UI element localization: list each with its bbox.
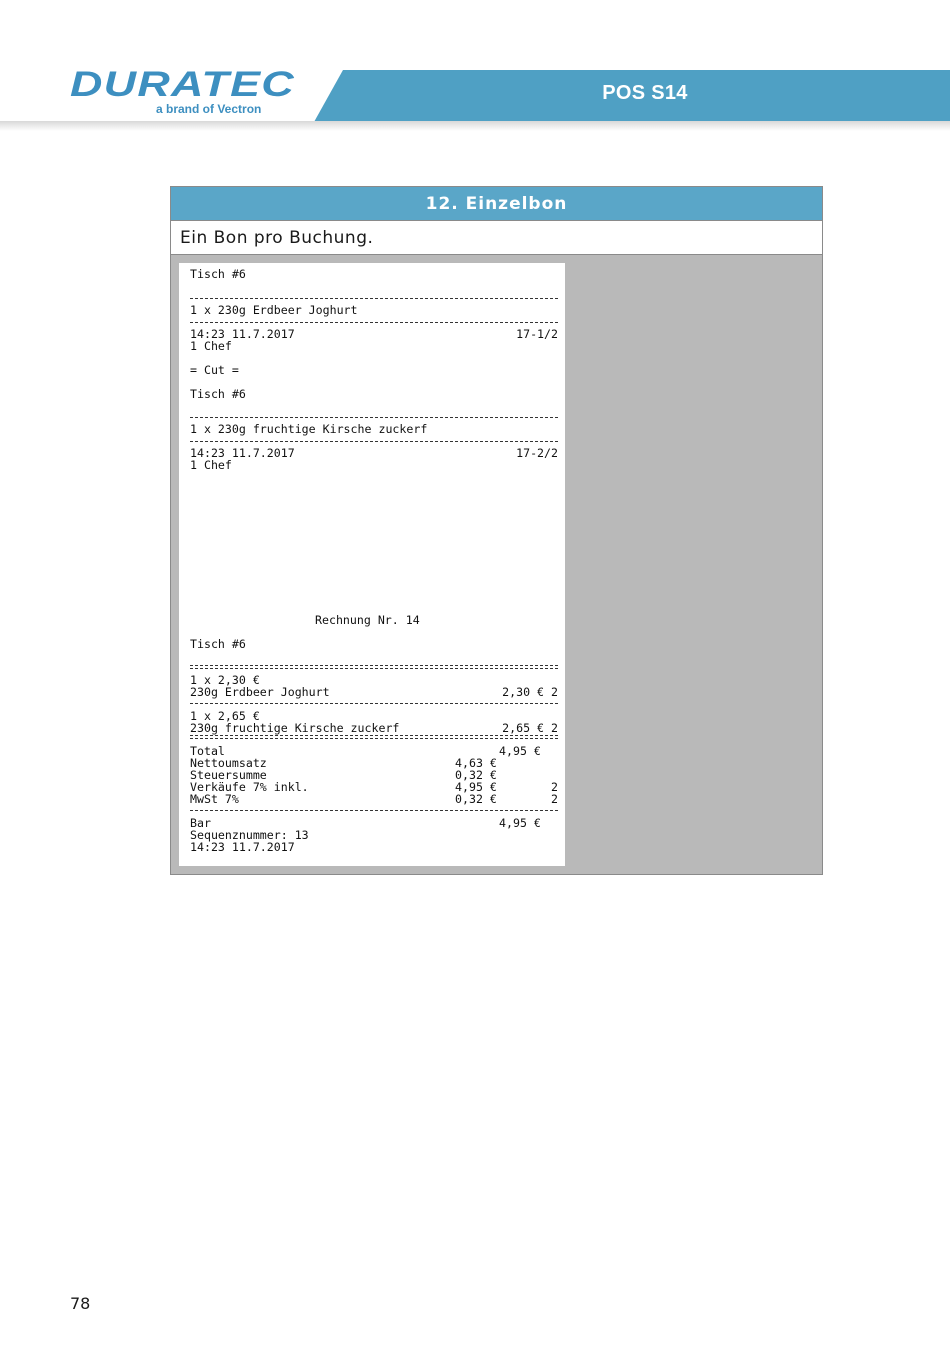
receipt-line: Total 4,95 € [190,744,541,758]
receipt-line: Sequenznummer: 13 [190,828,309,842]
receipt-line: 14:23 11.7.2017 17-2/2 [190,446,558,460]
product-title: POS S14 [602,82,688,104]
duratec-logo-word-icon [70,68,300,102]
dashed-divider [190,322,558,323]
receipt-line: 1 Chef [190,458,232,472]
receipt-line: Tisch #6 [190,267,246,281]
svg-text:DURATEC: DURATEC [70,68,295,102]
receipt-line: 14:23 11.7.2017 [190,840,295,854]
receipt-line: 1 x 230g fruchtige Kirsche zuckerf [190,422,428,436]
header-shadow [0,121,950,131]
page-header [0,68,950,124]
dashed-divider [190,417,558,418]
receipt-line: 1 x 2,65 € [190,709,260,723]
receipt-line: 1 Chef [190,339,232,353]
section-title: 12. Einzelbon [171,187,822,221]
receipt-line: Verkäufe 7% inkl. 4,95 € 2 [190,780,558,794]
receipt-line: Tisch #6 [190,637,246,651]
duratec-logo [70,68,300,122]
receipt-preview [179,263,565,866]
receipt-line: 1 x 230g Erdbeer Joghurt [190,303,358,317]
dashed-divider [190,810,558,811]
logo-subtitle: a brand of Vectron [156,102,262,116]
receipt-line: Bar 4,95 € [190,816,541,830]
dashed-divider [190,703,558,704]
receipt-line: Tisch #6 [190,387,246,401]
receipt-line: 14:23 11.7.2017 17-1/2 [190,327,558,341]
invoice-heading: Rechnung Nr. 14 [315,613,420,627]
dashed-divider [190,441,558,442]
double-divider [190,735,558,739]
receipt-line: Nettoumsatz 4,63 € [190,756,497,770]
page-number: 78 [70,1294,91,1313]
double-divider [190,665,558,669]
receipt-line: MwSt 7% 0,32 € 2 [190,792,558,806]
cut-marker: = Cut = [190,363,239,377]
section-description: Ein Bon pro Buchung. [171,221,822,255]
receipt-line: 230g fruchtige Kirsche zuckerf 2,65 € 2 [190,721,558,735]
dashed-divider [190,298,558,299]
receipt-line: 230g Erdbeer Joghurt 2,30 € 2 [190,685,558,699]
receipt-line: Steuersumme 0,32 € [190,768,497,782]
receipt-line: 1 x 2,30 € [190,673,260,687]
section-box [170,186,823,875]
